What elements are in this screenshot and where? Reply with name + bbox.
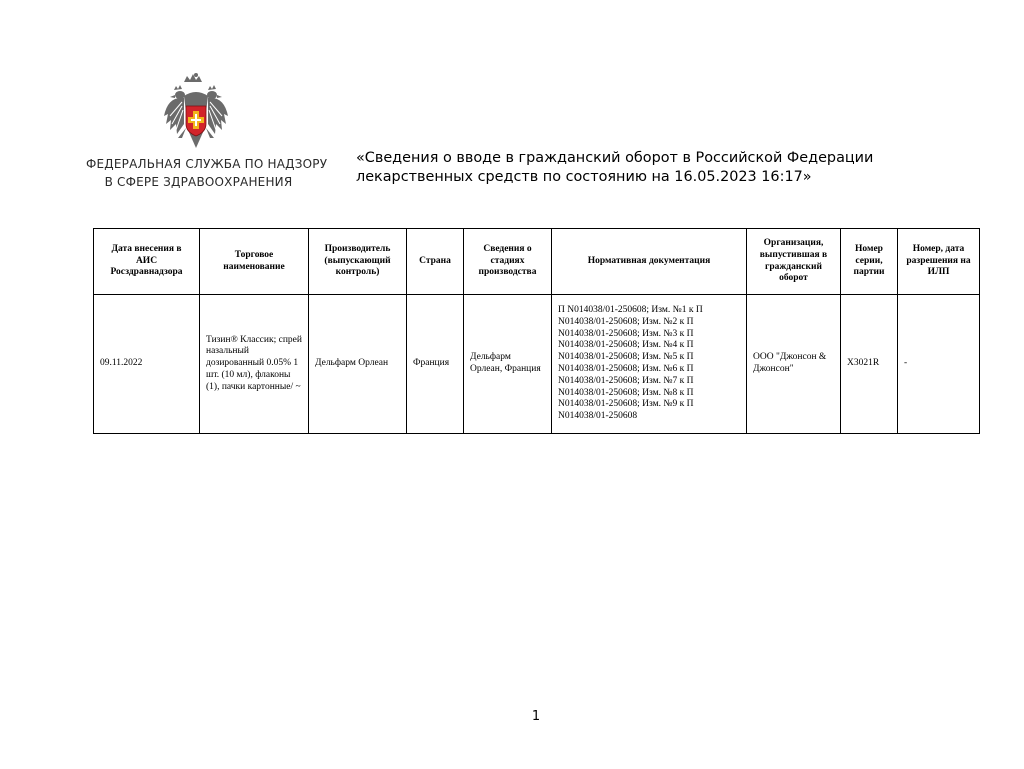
cell-organization: ООО "Джонсон & Джонсон": [747, 295, 841, 434]
document-title-line2: лекарственных средств по состоянию на 16.05.2023 16:17»: [356, 169, 812, 185]
column-header-country: Страна: [407, 229, 464, 295]
column-header-trade-name: Торговое наименование: [200, 229, 309, 295]
organization-name-line1: ФЕДЕРАЛЬНАЯ СЛУЖБА ПО НАДЗОРУ: [86, 157, 328, 171]
records-table: [93, 228, 980, 434]
cell-trade-name: Тизин® Классик; спрей назальный дозированный 0.05% 1 шт. (10 мл), флаконы (1), пачки картонные/ ~: [200, 295, 309, 434]
docs-line: N014038/01-250608; Изм. №6 к П: [558, 364, 694, 374]
table-header-row: [94, 229, 980, 295]
column-header-normative-docs: Нормативная документация: [552, 229, 747, 295]
column-header-manufacturer: Производитель (выпускающий контроль): [309, 229, 407, 295]
cell-country: Франция: [407, 295, 464, 434]
document-title: [356, 149, 956, 187]
cell-manufacturer: Дельфарм Орлеан: [309, 295, 407, 434]
docs-line: N014038/01-250608; Изм. №9 к П: [558, 399, 694, 410]
docs-line: N014038/01-250608; Изм. №8 к П: [558, 387, 694, 398]
column-header-date: Дата внесения в АИС Росздравнадзора: [94, 229, 200, 295]
docs-line: N014038/01-250608: [558, 411, 638, 422]
cell-batch: X3021R: [841, 295, 898, 434]
docs-line: N014038/01-250608; Изм. №4 к П: [558, 340, 694, 351]
cell-production-stages: Дельфарм Орлеан, Франция: [464, 295, 552, 434]
organization-name-line2: В СФЕРЕ ЗДРАВООХРАНЕНИЯ: [104, 175, 293, 189]
page-number: 1: [531, 709, 541, 724]
cell-normative-docs: [552, 295, 747, 434]
docs-line: N014038/01-250608; Изм. №5 к П: [558, 352, 694, 363]
document-title-line1: «Сведения о вводе в гражданский оборот в Российской Федерации: [356, 150, 874, 166]
docs-line: П N014038/01-250608; Изм. №1 к П: [558, 305, 703, 316]
organization-name: [86, 155, 328, 191]
docs-line: N014038/01-250608; Изм. №2 к П: [558, 316, 694, 327]
double-headed-eagle-emblem-icon: [162, 72, 230, 152]
cell-date: 09.11.2022: [94, 295, 200, 434]
column-header-permit: Номер, дата разрешения на ИЛП: [898, 229, 980, 295]
table-row: [94, 295, 980, 434]
column-header-batch: Номер серии, партии: [841, 229, 898, 295]
docs-line: N014038/01-250608; Изм. №7 к П: [558, 375, 694, 386]
docs-line: N014038/01-250608; Изм. №3 к П: [558, 328, 694, 339]
column-header-organization: Организация, выпустившая в гражданский оборот: [747, 229, 841, 295]
column-header-production-stages: Сведения о стадиях производства: [464, 229, 552, 295]
cell-permit: -: [898, 295, 980, 434]
